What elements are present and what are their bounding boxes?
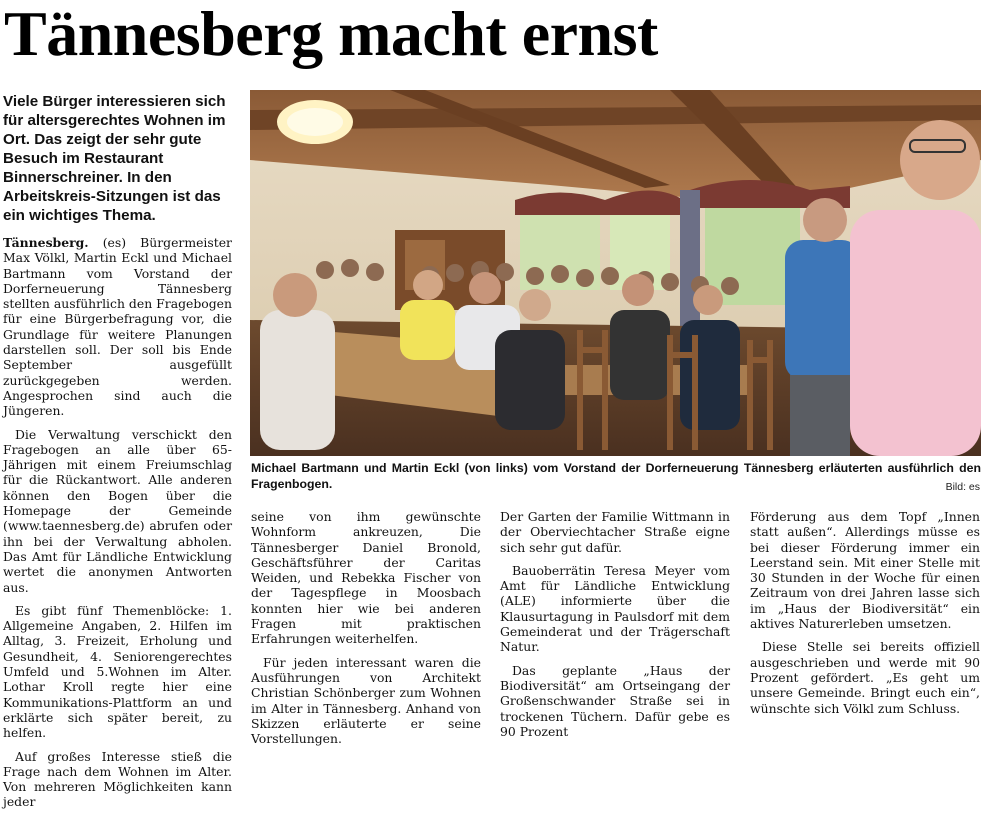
photo-caption: Michael Bartmann und Martin Eckl (von links) vom Vorstand der Dorferneuerung Tännesberg erläuterten ausführlich den Fragenbogen. [251,461,981,491]
paragraph: Tännesberg. (es) Bürgermeister Max Völkl, Martin Eckl und Michael Bartmann vom Vorstand der Dorferneuerung Tännesberg stellten ausführlich den Fragebogen für eine Bürgerbefragung vor, die Grundlage für weitere Planungen darstellen soll. Der soll bis Ende September ausgefüllt zurückgegeben werden. Angesprochen sind auch die Jüngeren. [3,235,232,419]
article-column-4 [750,509,980,724]
paragraph: Für jeden interessant waren die Ausführungen von Architekt Christian Schönberger zum Wohnen im Alter in Tännesberg. Anhand von Skizzen erläuterte er seine Vorstellungen. [251,654,481,747]
paragraph: Auf großes Interesse stieß die Frage nach dem Wohnen im Alter. Von mehreren Möglichkeiten kann jeder [3,748,232,810]
article-column-1 [3,92,232,818]
headline: Tännesberg macht ernst [4,0,658,69]
paragraph: Das geplante „Haus der Biodiversität“ am Ortseingang der Großenschwander Straße sei in trockenen Tüchern. Dafür gebe es 90 Prozent [500,662,730,739]
paragraph: Bauoberrätin Teresa Meyer vom Amt für Ländliche Entwicklung (ALE) informierte über die Klausurtagung in Paulsdorf mit dem Gemeinderat und der Trägerschaft Natur. [500,562,730,655]
photo-credit: Bild: es [945,481,980,493]
paragraph: Es gibt fünf Themenblöcke: 1. Allgemeine Angaben, 2. Hilfen im Alltag, 3. Freizeit, Erholung und Gesundheit, 4. Seniorengerechtes Umfeld und 5.Wohnen im Alter. Lothar Kroll regte hier eine Kommunikations-Plattform an und erklärte sich später bereit, zu helfen. [3,602,232,741]
paragraph: seine von ihm gewünschte Wohnform ankreuzen, Die Tännesberger Daniel Bronold, Geschäftsführer der Caritas Weiden, und Rebekka Fischer von der Tagespflege in Moosbach konnten hier wie bei anderen Fragen mit praktischen Erfahrungen weiterhelfen. [251,509,481,647]
article-photo [250,90,981,456]
article-teaser: Viele Bürger interessieren sich für altersgerechtes Wohnen im Ort. Das zeigt der sehr gute Besuch im Restaurant Binnerschreiner. In den Arbeitskreis-Sitzungen ist das ein wichtiges Thema. [3,93,226,224]
paragraph: Förderung aus dem Topf „Innen statt außen“. Allerdings müsse es bei dieser Förderung immer ein Leerstand sein. Mit einer Stelle mit 30 Stunden in der Woche für einen Zeitraum von drei Jahren lasse sich im „Haus der Biodiversität“ ein aktives Naturerleben umsetzen. [750,509,980,632]
paragraph: Die Verwaltung verschickt den Fragebogen an alle über 65-Jährigen mit einem Freiumschlag für die Rückantwort. Alle anderen können den Bogen über die Homepage der Gemeinde (www.taennesberg.de) abrufen oder ihn bei der Verwaltung abholen. Das Amt für Ländliche Entwicklung wertet die anonymen Antworten aus. [3,426,232,595]
paragraph: Diese Stelle sei bereits offiziell ausgeschrieben und werde mit 90 Prozent gefördert. „Es geht um unsere Gemeinde. Bringt euch ein“, wünschte sich Völkl zum Schluss. [750,639,980,716]
meeting-room-photo [250,90,981,456]
dateline: Tännesberg. [3,235,89,250]
article-column-2 [251,509,481,754]
article-column-3 [500,509,730,747]
paragraph: Der Garten der Familie Wittmann in der Oberviechtacher Straße eigne sich sehr gut dafür. [500,509,730,555]
